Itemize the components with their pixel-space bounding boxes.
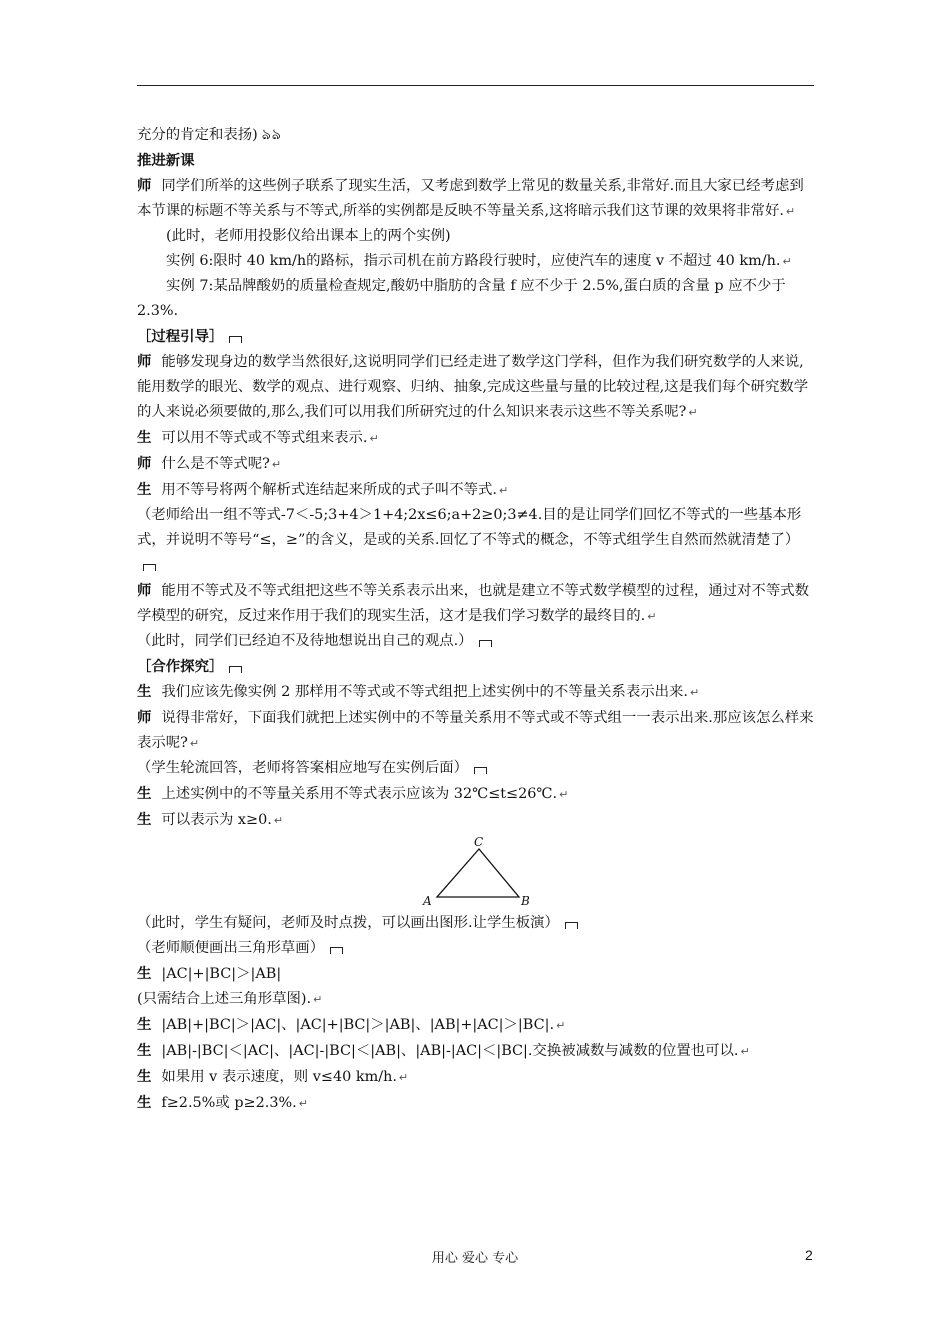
text-line: (此时，老师用投影仪给出课本上的两个实例) <box>166 228 451 244</box>
break-mark-icon <box>143 564 156 571</box>
paragraph-mark-icon: ↵ <box>298 1097 308 1110</box>
paragraph-mark-icon: ↵ <box>689 686 700 699</box>
speaker-teacher: 师 <box>137 455 152 472</box>
paragraph-mark-icon: ↵ <box>782 255 792 268</box>
student-line: 生 f≥2.5%或 p≥2.3%. ↵ <box>137 1094 308 1111</box>
speaker-teacher: 师 <box>137 353 152 370</box>
student-line: 生 用不等号将两个解析式连结起来所成的式子叫不等式. ↵ <box>137 481 509 498</box>
break-mark-icon <box>474 767 487 774</box>
paragraph-mark-icon: ↵ <box>369 432 379 445</box>
paragraph-mark-icon: ↵ <box>556 1019 566 1032</box>
vertex-label-c: C <box>474 837 484 849</box>
paragraph-mark-icon: ↵ <box>740 1045 750 1058</box>
break-mark-icon <box>229 336 242 343</box>
break-mark-icon <box>330 947 343 954</box>
break-mark-icon <box>479 640 492 647</box>
page-number: 2 <box>805 1247 813 1263</box>
speaker-student: 生 <box>137 785 152 802</box>
text-line: （学生轮流回答，老师将答案相应地写在实例后面） <box>137 756 817 781</box>
speaker-teacher: 师 <box>137 177 152 194</box>
paragraph-mark-icon: ↵ <box>273 814 284 827</box>
paragraph-mark-icon: ↵ <box>688 406 698 419</box>
text-line: (只需结合上述三角形草图). ↵ <box>137 991 323 1007</box>
paragraph-mark-icon: ↵ <box>559 788 569 801</box>
example-line: 实例 7:某品牌酸奶的质量检查规定,酸奶中脂肪的含量 f 应不少于 2.5%,蛋白质的含量 p 应不少于 2.3%. <box>137 278 786 319</box>
section-heading: 推进新课 <box>137 152 195 169</box>
speaker-student: 生 <box>137 1094 152 1111</box>
speaker-student: 生 <box>137 811 152 828</box>
break-mark-icon <box>565 922 578 929</box>
paragraph-mark-icon: ↵ <box>498 484 509 497</box>
teacher-line: 师 能用不等式及不等式组把这些不等关系表示出来，也就是建立不等式数学模型的过程，通过对不等式数学模型的研究，反过来作用于我们的现实生活，这才是我们学习数学的最终目的. ↵ <box>137 582 809 624</box>
paragraph-mark-icon: ↵ <box>313 993 323 1006</box>
speaker-student: 生 <box>137 965 152 982</box>
teacher-line: 师 说得非常好，下面我们就把上述实例中的不等量关系用不等式或不等式组一一表示出来.那应该怎么样来表示呢? ↵ <box>137 709 814 751</box>
student-line: 生 上述实例中的不等量关系用不等式表示应该为 32℃≤t≤26℃. ↵ <box>137 785 569 802</box>
paragraph-mark-icon: ↵ <box>398 1071 409 1084</box>
ornament-icon: ঌঌ <box>261 125 282 143</box>
speaker-student: 生 <box>137 683 152 700</box>
speaker-student: 生 <box>137 1016 152 1033</box>
student-line: 生 可以表示为 x≥0. ↵ <box>137 811 284 828</box>
speaker-student: 生 <box>137 429 152 446</box>
student-line: 生 可以用不等式或不等式组来表示. ↵ <box>137 429 379 446</box>
paragraph-mark-icon: ↵ <box>271 458 282 471</box>
example-line: 实例 6:限时 40 km/h的路标，指示司机在前方路段行驶时，应使汽车的速度 v 不超过 40 km/h. ↵ <box>166 253 792 269</box>
teacher-line: 师 同学们所举的这些例子联系了现实生活，又考虑到数学上常见的数量关系,非常好.而且大家已经考虑到本节课的标题不等关系与不等式,所举的实例都是反映不等量关系,这将暗示我们这节课的效果将非常好. ↵ <box>137 177 804 219</box>
text-line: （老师顺便画出三角形草画） <box>137 936 817 961</box>
vertex-label-a: A <box>423 894 432 908</box>
speaker-teacher: 师 <box>137 582 152 599</box>
teacher-line: 师 什么是不等式呢? ↵ <box>137 455 282 472</box>
text-line: （老师给出一组不等式-7＜-5;3+4＞1+4;2x≤6;a+2≥0;3≠4.目的是让同学们回忆不等式的一些基本形式，并说明不等号“≤，≥”的含义，是或的关系.回忆了不等式的概念，不等式组学生自然而然就清楚了） <box>137 503 817 578</box>
paragraph-mark-icon: ↵ <box>647 610 657 623</box>
student-line: 生 |AB|+|BC|＞|AC|、|AC|+|BC|＞|AB|、|AB|+|AC|＞|BC|. ↵ <box>137 1016 566 1033</box>
section-heading: ［过程引导］ <box>137 324 817 349</box>
student-line: 生 如果用 v 表示速度，则 v≤40 km/h. ↵ <box>137 1068 409 1085</box>
speaker-student: 生 <box>137 1068 152 1085</box>
paragraph-mark-icon: ↵ <box>189 737 200 750</box>
speaker-student: 生 <box>137 1042 152 1059</box>
section-heading: ［合作探究］ <box>137 654 817 679</box>
triangle-shape <box>437 849 519 897</box>
break-mark-icon <box>229 666 242 673</box>
triangle-figure <box>417 837 537 911</box>
speaker-student: 生 <box>137 481 152 498</box>
text-line: 充分的肯定和表扬) ঌঌ <box>137 125 282 143</box>
page-footer: 用心 爱心 专心 <box>431 1251 519 1266</box>
text-line: （此时，同学们已经迫不及待地想说出自己的观点.） <box>137 629 817 654</box>
teacher-line: 师 能够发现身边的数学当然很好,这说明同学们已经走进了数学这门学科，但作为我们研究数学的人来说,能用数学的眼光、数学的观点、进行观察、归纳、抽象,完成这些量与量的比较过程,这是我们每个研究数学的人来说必须要做的,那么,我们可以用我们所研究过的什么知识来表示这些不等关系呢? ↵ <box>137 353 809 420</box>
document-body <box>137 122 817 1116</box>
vertex-label-b: B <box>521 894 530 908</box>
header-rule <box>137 85 814 86</box>
speaker-teacher: 师 <box>137 709 152 726</box>
student-line: 生 我们应该先像实例 2 那样用不等式或不等式组把上述实例中的不等量关系表示出来. ↵ <box>137 683 700 700</box>
student-line: 生 |AC|+|BC|＞|AB| <box>137 965 282 982</box>
text-line: （此时，学生有疑问，老师及时点拨，可以画出图形.让学生板演） <box>137 911 817 936</box>
student-line: 生 |AB|-|BC|＜|AC|、|AC|-|BC|＜|AB|、|AB|-|AC|＜|BC|.交换被减数与减数的位置也可以. ↵ <box>137 1042 750 1059</box>
paragraph-mark-icon: ↵ <box>785 205 796 218</box>
